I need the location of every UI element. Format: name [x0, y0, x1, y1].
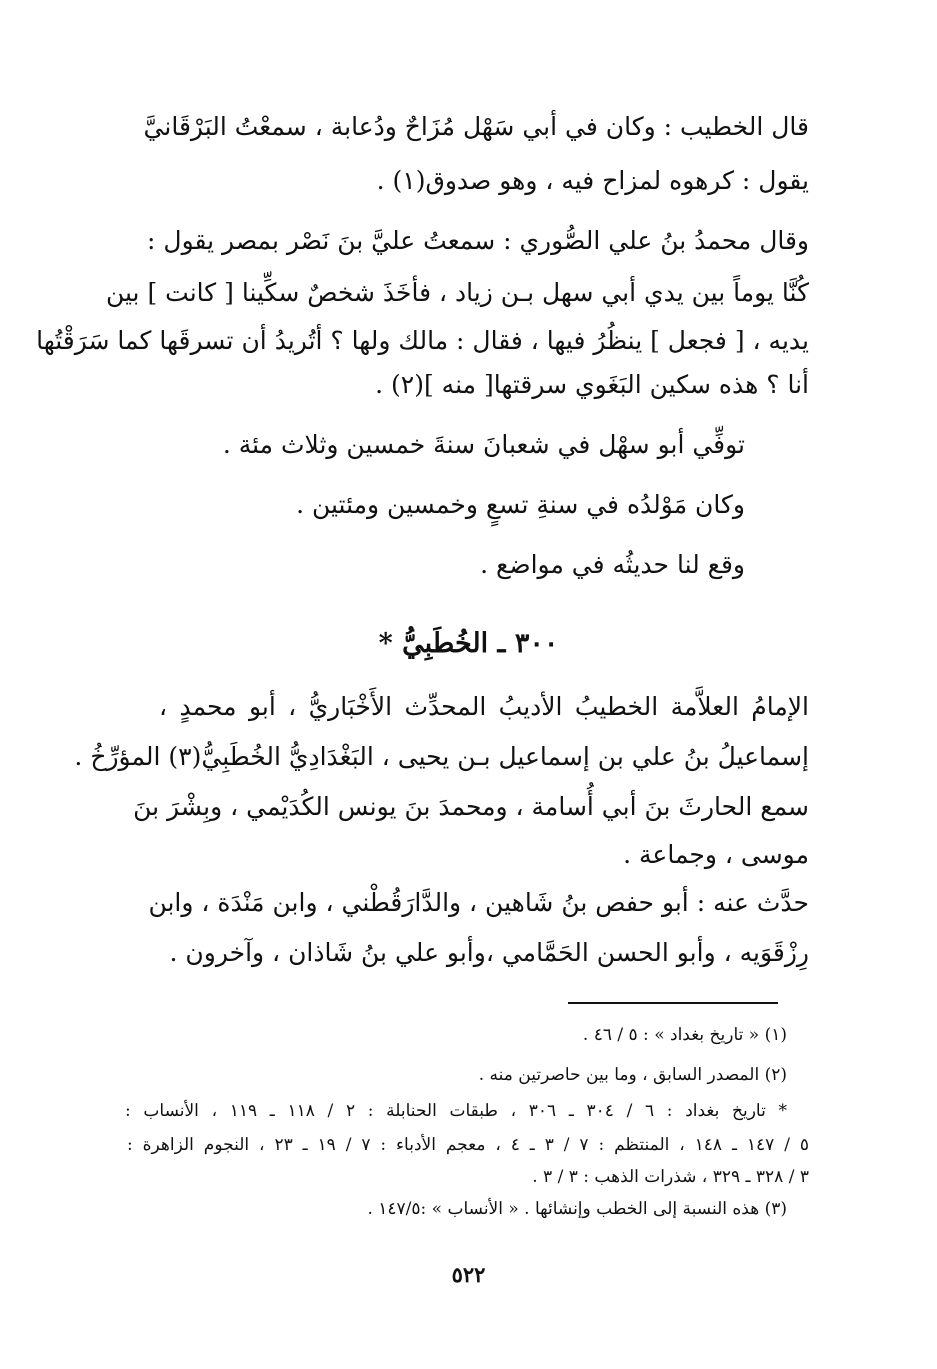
paragraph-line: موسى ، وجماعة . [623, 840, 809, 869]
death-date-line: توفِّي أبو سهْل في شعبانَ سنةَ خمسين وثلاث مئة . [222, 430, 745, 459]
footnote: (١) « تاريخ بغداد » : ٥ / ٤٦ . [582, 1025, 787, 1045]
footnote: ٣ / ٣٢٨ ـ ٣٢٩ ، شذرات الذهب : ٣ / ٣ . [532, 1167, 809, 1187]
footnote: ٥ / ١٤٧ ـ ١٤٨ ، المنتظم : ٧ / ٣ ـ ٤ ، معجم الأدباء : ٧ / ١٩ ـ ٢٣ ، النجوم الزاهرة : [127, 1135, 809, 1155]
paragraph-line: الإمامُ العلاَّمة الخطيبُ الأديبُ المحدِّث الأَخْبَاريُّ ، أبو محمدٍ ، [159, 692, 809, 721]
footnote: * تاريخ بغداد : ٦ / ٣٠٤ ـ ٣٠٦ ، طبقات الحنابلة : ٢ / ١١٨ ـ ١١٩ ، الأنساب : [125, 1101, 788, 1121]
paragraph-line: حدَّث عنه : أبو حفص بنُ شَاهين ، والدَّارَقُطْني ، وابن مَنْدَة ، وابن [148, 888, 809, 917]
footnote: (٢) المصدر السابق ، وما بين حاصرتين منه . [478, 1065, 787, 1085]
page-number: ٥٢٢ [451, 1262, 486, 1287]
paragraph-line: كُنَّا يوماً بين يدي أبي سهل بـن زياد ، فأخَذَ شخصٌ سكِّينا [ كانت ] بين [105, 278, 809, 307]
paragraph-line: سمع الحارثَ بنَ أبي أُسامة ، ومحمدَ بنَ يونس الكُدَيْمي ، وبِشْرَ بنَ [133, 792, 809, 821]
birth-date-line: وكان مَوْلدُه في سنةِ تسعٍ وخمسين ومئتين . [296, 490, 745, 519]
paragraph-line: وقال محمدُ بنُ علي الصُّوري : سمعتُ عليَّ بنَ نَصْر بمصر يقول : [147, 226, 809, 255]
paragraph-line: قال الخطيب : وكان في أبي سَهْل مُزَاحٌ ودُعابة ، سمعْتُ البَرْقَانيَّ [143, 112, 809, 141]
paragraph-line: إسماعيلُ بنُ علي بن إسماعيل بـن يحيى ، البَغْدَادِيُّ الخُطَبِيُّ(٣) المؤرِّخُ . [74, 742, 809, 771]
paragraph-line: يديه ، [ فجعل ] ينظُرُ فيها ، فقال : مالك ولها ؟ أتُريدُ أن تسرقَها كما سَرَقْتُها [36, 326, 809, 355]
paragraph-line: أنا ؟ هذه سكين البَغَوي سرقتها[ منه ](٢) . [375, 370, 809, 399]
footnote: (٣) هذه النسبة إلى الخطب وإنشائها . « الأنساب » :١٤٧/٥ . [367, 1199, 787, 1219]
entry-heading: ٣٠٠ ـ الخُطَبِيُّ * [378, 628, 559, 659]
footnote-separator [568, 1002, 778, 1004]
hadith-line: وقع لنا حديثُه في مواضع . [480, 550, 745, 579]
paragraph-line: يقول : كرهوه لمزاح فيه ، وهو صدوق(١) . [376, 166, 809, 195]
paragraph-line: رِزْقَوَيه ، وأبو الحسن الحَمَّامي ،وأبو علي بنُ شَاذان ، وآخرون . [169, 938, 809, 967]
